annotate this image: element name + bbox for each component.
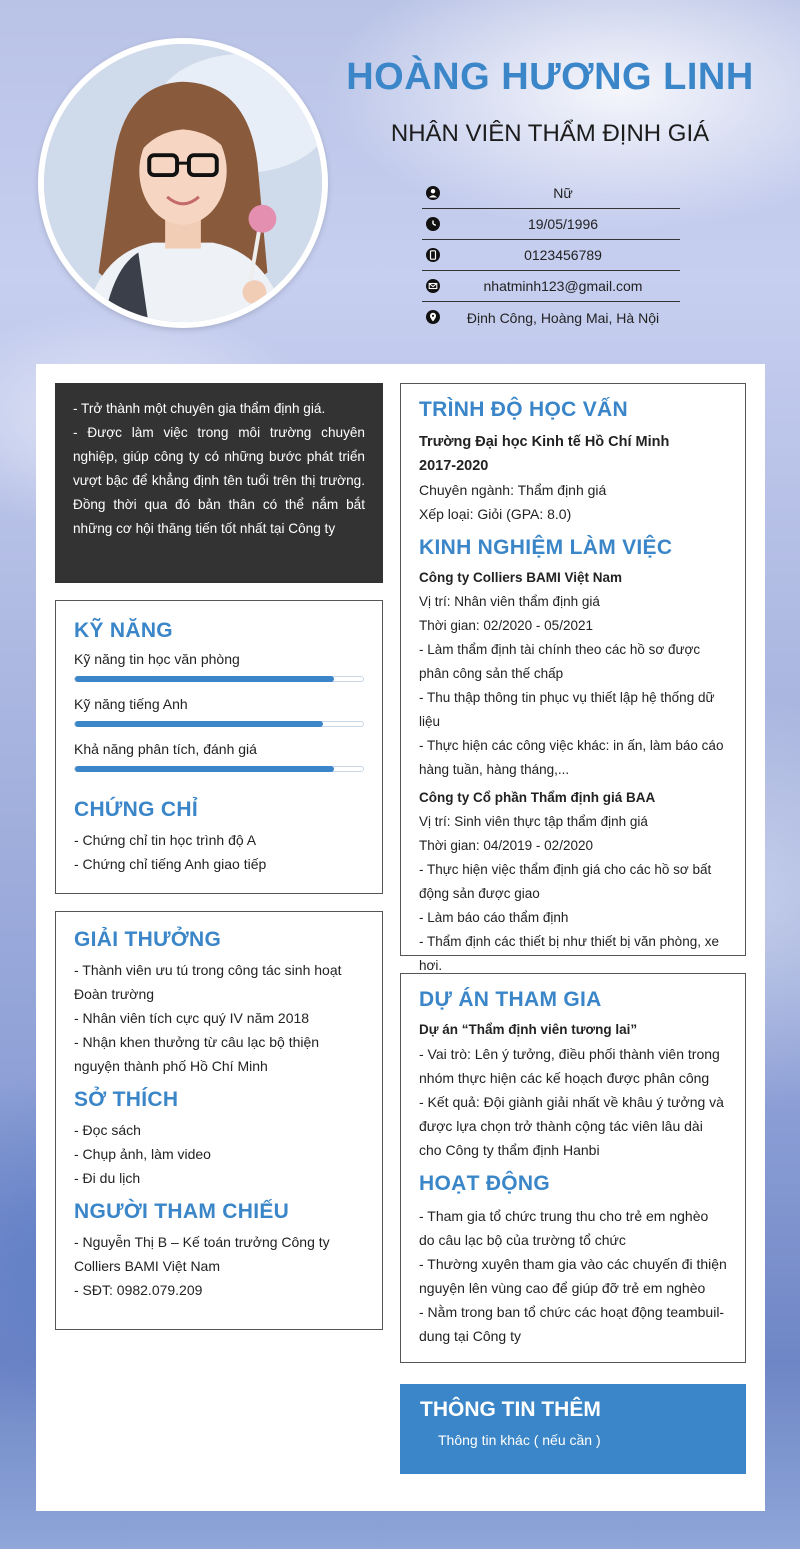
hobby-item: - Đi du lịch xyxy=(74,1170,141,1186)
contact-phone xyxy=(422,240,680,271)
contact-birthday xyxy=(422,209,680,240)
grade: Xếp loại: Giỏi (GPA: 8.0) xyxy=(419,506,572,522)
major: Chuyên ngành: Thẩm định giá xyxy=(419,482,607,498)
skill-label: Kỹ năng tin học văn phòng xyxy=(74,651,240,667)
activity-item: - Tham gia tổ chức trung thu cho trẻ em nghèo do câu lạc bộ của trường tổ chức xyxy=(419,1208,709,1248)
reference-item: - SĐT: 0982.079.209 xyxy=(74,1282,203,1298)
activity-item: - Nằm trong ban tổ chức các hoạt động teambuil-dung tại Công ty xyxy=(419,1304,725,1344)
awards-box xyxy=(55,911,383,1330)
activities-title: HOẠT ĐỘNG xyxy=(419,1172,551,1195)
phone-icon xyxy=(426,248,440,262)
school-name: Trường Đại học Kinh tế Hồ Chí Minh xyxy=(419,434,670,450)
projects-title: DỰ ÁN THAM GIA xyxy=(419,988,602,1011)
job-period: Thời gian: 02/2020 - 05/2021 xyxy=(419,618,593,633)
certificates-title: CHỨNG CHỈ xyxy=(74,798,198,821)
contact-gender xyxy=(422,178,680,209)
skill-bar-fill xyxy=(75,676,334,682)
hobby-item: - Đọc sách xyxy=(74,1122,141,1138)
award-item: - Thành viên ưu tú trong công tác sinh hoạt Đoàn trường xyxy=(74,962,342,1002)
candidate-name: HOÀNG HƯƠNG LINH xyxy=(346,56,754,98)
contact-text: 19/05/1996 xyxy=(527,216,599,232)
hobbies-title: SỞ THÍCH xyxy=(74,1088,179,1111)
skill-bar xyxy=(74,721,364,727)
more-info-text: Thông tin khác ( nếu cần ) xyxy=(438,1432,601,1448)
project-item: - Vai trò: Lên ý tưởng, điều phối thành viên trong nhóm thực hiện các kế hoạch được phân công xyxy=(419,1046,720,1086)
skills-title: KỸ NĂNG xyxy=(74,619,173,642)
award-item: - Nhân viên tích cực quý IV năm 2018 xyxy=(74,1010,310,1026)
references-title: NGƯỜI THAM CHIẾU xyxy=(74,1200,290,1223)
job-title: NHÂN VIÊN THẨM ĐỊNH GIÁ xyxy=(390,120,710,147)
location-icon xyxy=(426,310,440,324)
skills-box xyxy=(55,600,383,894)
projects-activities-box xyxy=(400,973,746,1363)
company-name: Công ty Colliers BAMI Việt Nam xyxy=(419,570,623,585)
education-title: TRÌNH ĐỘ HỌC VẤN xyxy=(419,398,628,421)
job-duty: - Thu thập thông tin phục vụ thiết lập hệ thống dữ liệu xyxy=(419,690,715,729)
contact-list xyxy=(422,178,680,333)
experience-title: KINH NGHIỆM LÀM VIỆC xyxy=(419,536,673,559)
job-duty: - Thẩm định các thiết bị như thiết bị văn phòng, xe hơi. xyxy=(419,934,719,973)
skill-bar-fill xyxy=(75,766,334,772)
profile-photo xyxy=(38,38,328,328)
hobby-item: - Chụp ảnh, làm video xyxy=(74,1146,211,1162)
contact-text: 0123456789 xyxy=(524,247,602,263)
job-period: Thời gian: 04/2019 - 02/2020 xyxy=(419,838,593,853)
career-objective xyxy=(55,383,383,583)
skill-bar xyxy=(74,676,364,682)
study-years: 2017-2020 xyxy=(419,458,489,474)
education-experience-box xyxy=(400,383,746,973)
project-name: Dự án “Thẩm định viên tương lai” xyxy=(419,1022,638,1037)
job-duty: - Làm báo cáo thẩm định xyxy=(419,910,569,925)
reference-item: - Nguyễn Thị B – Kế toán trưởng Công ty Colliers BAMI Việt Nam xyxy=(74,1234,330,1274)
contact-address xyxy=(422,302,680,333)
certificate-item: - Chứng chỉ tin học trình độ A xyxy=(74,832,257,848)
user-icon xyxy=(426,186,440,200)
skill-label: Kỹ năng tiếng Anh xyxy=(74,696,188,712)
activity-item: - Thường xuyên tham gia vào các chuyến đi thiện nguyện lên vùng cao để giúp đỡ trẻ em nghèo xyxy=(419,1256,727,1296)
contact-email xyxy=(422,271,680,302)
mail-icon xyxy=(426,279,440,293)
more-info-title: THÔNG TIN THÊM xyxy=(420,1398,601,1421)
contact-text: nhatminh123@gmail.com xyxy=(483,278,643,294)
objective-line: - Trở thành một chuyên gia thẩm định giá. xyxy=(73,401,326,416)
awards-title: GIẢI THƯỞNG xyxy=(74,928,222,951)
job-duty: - Làm thẩm định tài chính theo các hồ sơ được phân công sản thế chấp xyxy=(419,642,701,681)
certificate-item: - Chứng chỉ tiếng Anh giao tiếp xyxy=(74,856,267,872)
contact-text: Định Công, Hoàng Mai, Hà Nội xyxy=(466,309,660,326)
portrait-illustration xyxy=(44,44,322,322)
job-position: Vị trí: Sinh viên thực tập thẩm định giá xyxy=(419,814,648,829)
company-name: Công ty Cổ phần Thẩm định giá BAA xyxy=(419,790,656,805)
objective-line: - Được làm việc trong môi trường chuyên nghiệp, giúp công ty có những bước phát triển vượt bậc để khẳng định tên tuổi trên thị trường. Đồng thời qua đó bản thân có thể nắm bắt những cơ hội thăng tiến tốt nhất tại Công ty xyxy=(73,425,365,536)
skill-bar-fill xyxy=(75,721,323,727)
more-info-box xyxy=(400,1384,746,1474)
job-position: Vị trí: Nhân viên thẩm định giá xyxy=(419,594,600,609)
skill-bar xyxy=(74,766,364,772)
award-item: - Nhận khen thưởng từ câu lạc bộ thiện nguyện thành phố Hồ Chí Minh xyxy=(74,1034,320,1074)
clock-icon xyxy=(426,217,440,231)
job-duty: - Thực hiện các công việc khác: in ấn, làm báo cáo hàng tuần, hàng tháng,... xyxy=(419,738,724,777)
skill-label: Khả năng phân tích, đánh giá xyxy=(74,741,257,757)
project-item: - Kết quả: Đội giành giải nhất về khâu ý tưởng và được lựa chọn trở thành cộng tác viên lâu dài cho Công ty thẩm định Hanbi xyxy=(419,1094,724,1158)
job-duty: - Thực hiện việc thẩm định giá cho các hồ sơ bất động sản được giao xyxy=(419,862,712,901)
contact-text: Nữ xyxy=(553,185,573,201)
